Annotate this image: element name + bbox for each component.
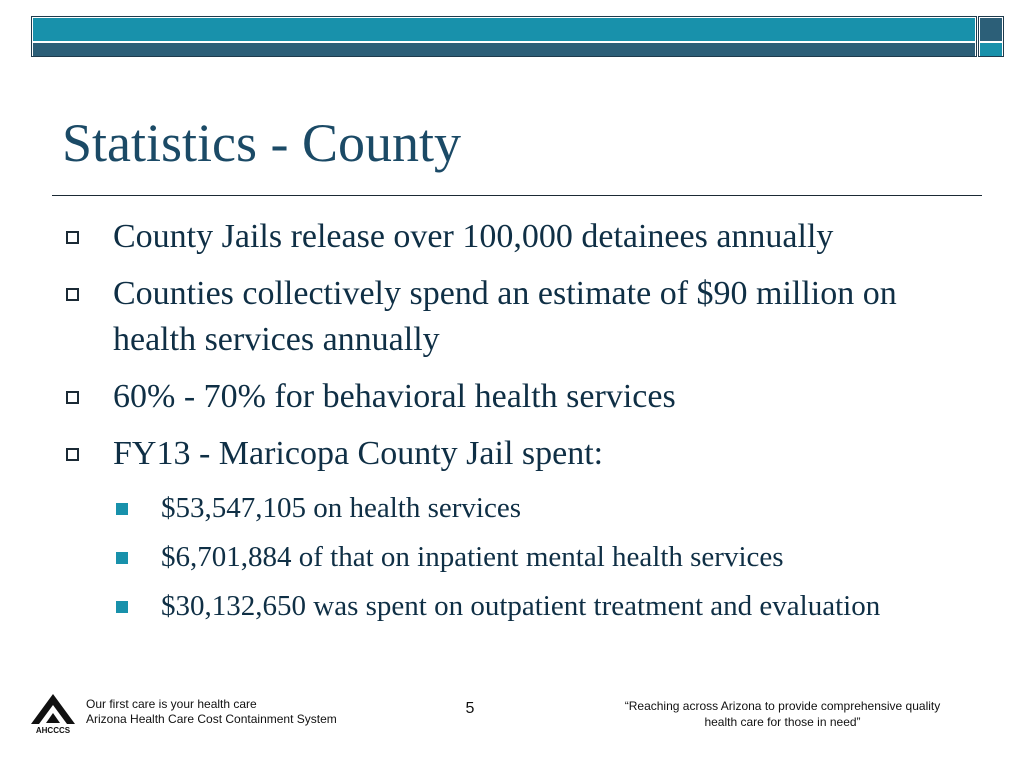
sub-bullet-text: $6,701,884 of that on inpatient mental health services bbox=[161, 541, 784, 573]
title-divider bbox=[52, 195, 982, 196]
footer-motto bbox=[580, 698, 985, 730]
header-corner-dark-band bbox=[980, 18, 1002, 41]
header-bar-teal-band bbox=[33, 18, 975, 41]
footer-tagline bbox=[86, 697, 337, 727]
sub-bullet-item bbox=[62, 488, 982, 529]
hollow-square-bullet-icon bbox=[66, 391, 79, 404]
filled-square-bullet-icon bbox=[116, 601, 128, 613]
filled-square-bullet-icon bbox=[116, 503, 128, 515]
bullet-text: Counties collectively spend an estimate of $90 million on health services annually bbox=[113, 275, 897, 358]
header-corner-block bbox=[978, 16, 1004, 57]
header-bar-dark-band bbox=[33, 43, 975, 56]
bullet-item bbox=[62, 374, 982, 420]
slide-title: Statistics - County bbox=[62, 113, 462, 173]
sub-bullet-item bbox=[62, 586, 982, 627]
bullet-item bbox=[62, 271, 982, 363]
bullet-text: 60% - 70% for behavioral health services bbox=[113, 378, 676, 415]
sub-bullet-text: $30,132,650 was spent on outpatient treatment and evaluation bbox=[161, 590, 881, 622]
footer-motto-line1: “Reaching across Arizona to provide comprehensive quality bbox=[624, 699, 941, 713]
header-bar bbox=[31, 16, 977, 57]
bullet-text: County Jails release over 100,000 detainees annually bbox=[113, 218, 834, 255]
bullet-item bbox=[62, 214, 982, 260]
footer-tagline-line2: Arizona Health Care Cost Containment System bbox=[86, 712, 337, 726]
footer-tagline-line1: Our first care is your health care bbox=[86, 697, 257, 711]
bullet-item bbox=[62, 431, 982, 477]
hollow-square-bullet-icon bbox=[66, 231, 79, 244]
sub-bullet-item bbox=[62, 537, 982, 578]
logo-wordmark: AHCCCS bbox=[35, 726, 71, 735]
hollow-square-bullet-icon bbox=[66, 448, 79, 461]
bullet-text: FY13 - Maricopa County Jail spent: bbox=[113, 435, 604, 472]
header-corner-teal-band bbox=[980, 43, 1002, 56]
filled-square-bullet-icon bbox=[116, 552, 128, 564]
page-number: 5 bbox=[465, 700, 475, 717]
bullet-list bbox=[62, 214, 982, 635]
sub-bullet-text: $53,547,105 on health services bbox=[161, 492, 522, 524]
hollow-square-bullet-icon bbox=[66, 288, 79, 301]
footer-motto-line2: health care for those in need” bbox=[704, 715, 861, 729]
